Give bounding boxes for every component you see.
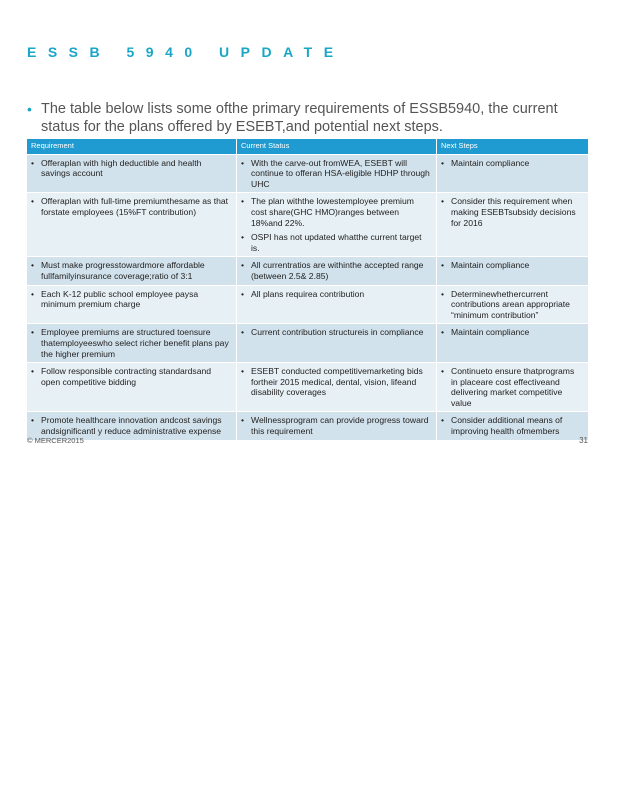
status-text: • Current contribution structureis in compliance xyxy=(241,327,430,338)
next-steps-cell xyxy=(437,323,588,362)
requirement-text: • Must make progresstowardmore affordable fullfamilyinsurance coverage;ratio of 3:1 xyxy=(31,260,230,281)
table-row xyxy=(27,411,588,439)
requirements-table xyxy=(27,139,588,440)
header-next-steps: Next Steps xyxy=(437,139,588,154)
requirement-text: • Promote healthcare innovation andcost savings andsignificantl y reduce administrative expense xyxy=(31,415,230,436)
requirement-cell xyxy=(27,285,237,324)
next-steps-text: • Maintain compliance xyxy=(441,260,582,271)
table-row xyxy=(27,154,588,193)
status-cell xyxy=(237,362,437,411)
status-text: • The plan withthe lowestemployee premium cost share(GHC HMO)ranges between 18%and 22%. xyxy=(241,196,430,228)
status-text: • ESEBT conducted competitivemarketing bids fortheir 2015 medical, dental, vision, lifeand disability coverages xyxy=(241,366,430,398)
bullet-icon: • xyxy=(27,101,32,117)
requirement-cell xyxy=(27,256,237,284)
requirement-text: • Offeraplan with full-time premiumthesame as that forstate employees (15%FT contribution) xyxy=(31,196,230,217)
requirement-text: • Offeraplan with high deductible and health savings account xyxy=(31,158,230,179)
next-steps-text: • Maintain compliance xyxy=(441,158,582,169)
requirement-text: • Each K-12 public school employee paysa minimum premium charge xyxy=(31,289,230,310)
requirement-cell xyxy=(27,192,237,256)
next-steps-text: • Consider this requirement when making ESEBTsubsidy decisions for 2016 xyxy=(441,196,582,228)
next-steps-text: • Maintain compliance xyxy=(441,327,582,338)
next-steps-text: • Determinewhethercurrent contributions arean appropriate “minimum contribution” xyxy=(441,289,582,321)
requirement-text: • Follow responsible contracting standardsand open competitive bidding xyxy=(31,366,230,387)
table-header-row xyxy=(27,139,588,154)
table-row xyxy=(27,256,588,284)
next-steps-text: • Continueto ensure thatprograms in placeare cost effectiveand delivering market competitive value xyxy=(441,366,582,408)
page-number: 31 xyxy=(579,436,588,445)
status-text: • With the carve-out fromWEA, ESEBT will continue to offeran HSA-eligible HDHP through UHC xyxy=(241,158,430,190)
page-title: ESSB 5940 UPDATE xyxy=(27,44,345,60)
status-cell xyxy=(237,154,437,193)
next-steps-text: • Consider additional means of improving health ofmembers xyxy=(441,415,582,436)
status-cell xyxy=(237,323,437,362)
copyright-text: © MERCER2015 xyxy=(27,436,84,445)
status-text: • Wellnessprogram can provide progress toward this requirement xyxy=(241,415,430,436)
status-cell xyxy=(237,192,437,256)
requirement-cell xyxy=(27,154,237,193)
header-requirement: Requirement xyxy=(27,139,237,154)
next-steps-cell xyxy=(437,411,588,439)
next-steps-cell xyxy=(437,285,588,324)
table-row xyxy=(27,323,588,362)
status-text: • OSPI has not updated whatthe current target is. xyxy=(241,232,430,253)
next-steps-cell xyxy=(437,192,588,256)
status-cell xyxy=(237,285,437,324)
requirement-text: • Employee premiums are structured toensure thatemployeeswho select richer benefit plans pay the higher premium xyxy=(31,327,230,359)
requirement-cell xyxy=(27,362,237,411)
next-steps-cell xyxy=(437,256,588,284)
table-row xyxy=(27,362,588,411)
intro-text: The table below lists some ofthe primary requirements of ESSB5940, the current status for the plans offered by ESEBT,and potential next steps. xyxy=(41,101,558,135)
table-row xyxy=(27,192,588,256)
status-text: • All currentratios are withinthe accepted range (between 2.5& 2.85) xyxy=(241,260,430,281)
header-current-status: Current Status xyxy=(237,139,437,154)
requirement-cell xyxy=(27,323,237,362)
status-text: • All plans requirea contribution xyxy=(241,289,430,300)
status-cell xyxy=(237,256,437,284)
next-steps-cell xyxy=(437,154,588,193)
status-cell xyxy=(237,411,437,439)
intro-bullet xyxy=(27,100,587,136)
next-steps-cell xyxy=(437,362,588,411)
table-row xyxy=(27,285,588,324)
